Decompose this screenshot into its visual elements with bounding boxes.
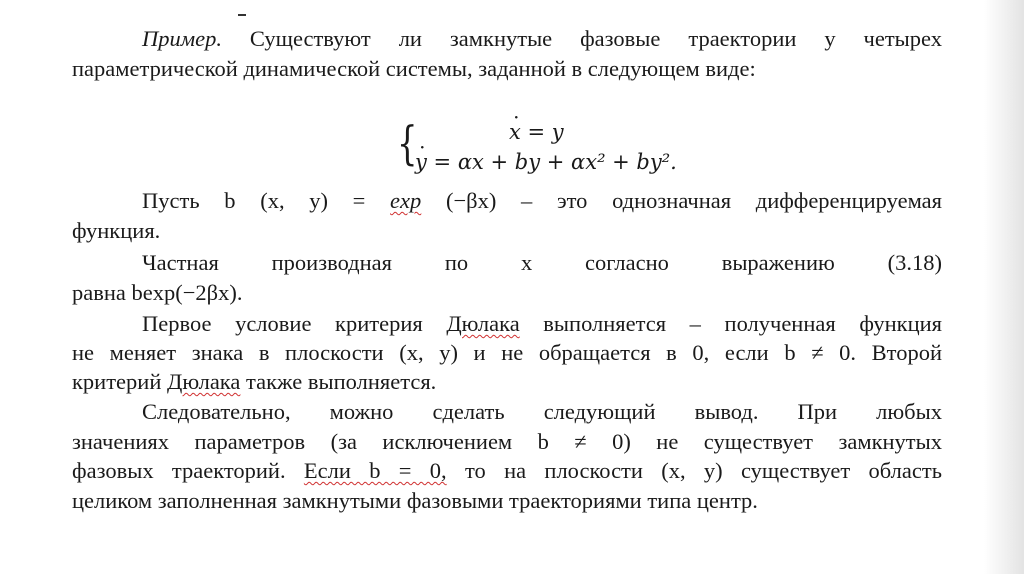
paragraph-4-line-4: целиком заполненная замкнутыми фазовыми траекториями типа центр. bbox=[72, 488, 758, 513]
x-dot-symbol: x · bbox=[509, 118, 521, 148]
paragraph-3-line-2: не меняет знака в плоскости (x, y) и не обращается в 0, если b ≠ 0. Второй bbox=[72, 340, 942, 365]
p1-text-b: (−βx) – это однозначная дифференцируемая bbox=[421, 188, 942, 213]
paragraph-3-line-1 bbox=[72, 309, 942, 339]
equation-1 bbox=[509, 118, 564, 148]
example-label: Пример. bbox=[142, 26, 222, 51]
paragraph-2-line-2: равна bexp(−2βx). bbox=[72, 280, 243, 305]
document-page bbox=[72, 10, 942, 550]
p4-l3-text-a: фазовых траекторий. bbox=[72, 458, 304, 483]
dulac-word-2: Дюлака bbox=[167, 369, 241, 394]
equation-1-rhs: = y bbox=[520, 120, 564, 144]
equation-2 bbox=[415, 148, 677, 178]
paragraph-4-line-2: значениях параметров (за исключением b ≠ 0) не существует замкнутых bbox=[72, 429, 942, 454]
question-text: Существуют ли замкнутые фазовые траектории у четырех bbox=[221, 26, 942, 51]
paragraph-2-line-1: Частная производная по x согласно выражению (3.18) bbox=[142, 250, 942, 275]
equation-system bbox=[397, 114, 717, 180]
stray-mark bbox=[238, 14, 246, 16]
p3-text-b: выполняется – полученная функция bbox=[519, 311, 942, 336]
y-dot-symbol: y · bbox=[415, 148, 427, 178]
p3-l3-text-b: также выполняется. bbox=[240, 369, 437, 394]
text-line-2: параметрической динамической системы, заданной в следующем виде: bbox=[72, 56, 756, 81]
dulac-word-1: Дюлака bbox=[446, 311, 520, 336]
esli-phrase: Если b = 0, bbox=[303, 458, 447, 483]
paragraph-4-line-1: Следовательно, можно сделать следующий вывод. При любых bbox=[142, 399, 942, 424]
equation-2-rhs: = αx + by + αx² + by². bbox=[426, 150, 677, 174]
paragraph-1-line-2: функция. bbox=[72, 218, 161, 243]
slide-edge-shadow bbox=[984, 0, 1024, 574]
p3-text-a: Первое условие критерия bbox=[142, 311, 447, 336]
exp-word: exp bbox=[390, 188, 422, 213]
paragraph-3-line-3 bbox=[72, 367, 942, 397]
p1-text-a: Пусть b (x, y) = bbox=[142, 188, 391, 213]
paragraph-1-line-1 bbox=[72, 186, 942, 216]
p3-l3-text-a: критерий bbox=[72, 369, 167, 394]
paragraph-4-line-3 bbox=[72, 456, 942, 486]
system-brace: { bbox=[397, 116, 418, 170]
text-line-1 bbox=[72, 24, 942, 54]
p4-l3-text-b: то на плоскости (x, y) существует область bbox=[446, 458, 942, 483]
